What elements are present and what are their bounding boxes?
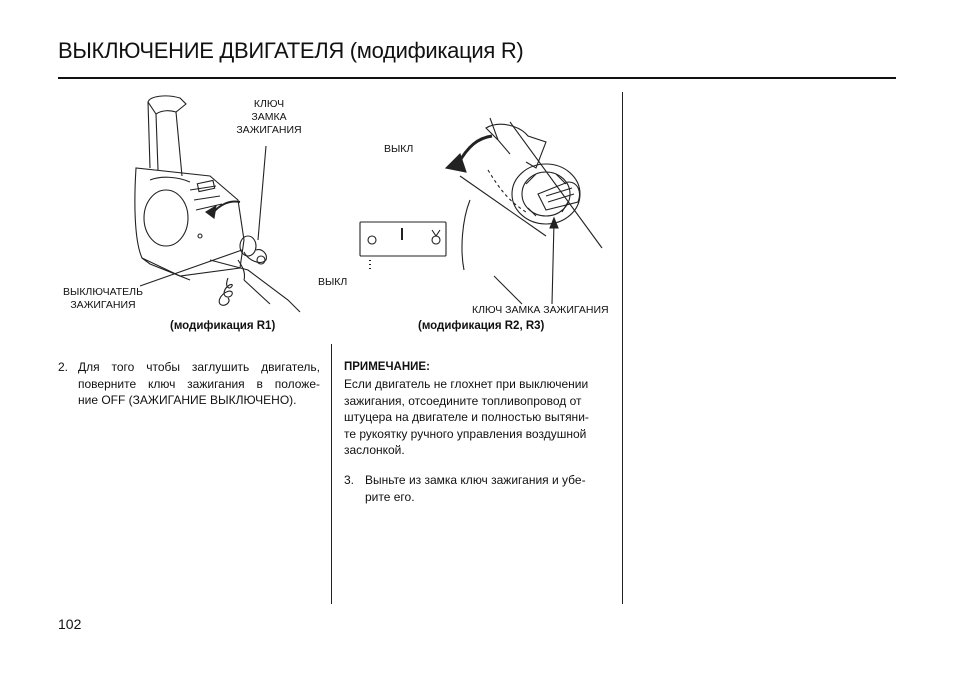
step-3-number: 3. [344, 473, 355, 487]
column-divider-left [331, 344, 332, 604]
note-line: штуцера на двигателе и полностью вытяни- [344, 410, 589, 424]
note-line: заслонкой. [344, 443, 405, 457]
label-ignition-key-r2: КЛЮЧ ЗАМКА ЗАЖИГАНИЯ [472, 304, 609, 316]
step-3 [344, 472, 614, 505]
title-divider [58, 77, 896, 79]
column-divider-right [622, 92, 623, 604]
step-3-line: рите его. [365, 489, 415, 504]
step-3-line: Выньте из замка ключ зажигания и убе- [365, 473, 586, 487]
label-off-bottom: ВЫКЛ [318, 276, 348, 288]
step-2-line: поверните ключ зажигания в положе- [78, 376, 320, 391]
label-ignition-key-r1: КЛЮЧ ЗАМКА ЗАЖИГАНИЯ [236, 98, 302, 136]
caption-r1: (модификация R1) [170, 320, 276, 332]
page-number: 102 [58, 616, 82, 632]
note-line: те рукоятку ручного управления воздушной [344, 426, 587, 441]
note-line: Если двигатель не глохнет при выключении [344, 377, 589, 391]
label-off-top: ВЫКЛ [384, 143, 414, 155]
label-ignition-switch: ВЫКЛЮЧАТЕЛЬ ЗАЖИГАНИЯ [63, 286, 143, 311]
caption-r2-r3: (модификация R2, R3) [418, 320, 545, 332]
step-2-number: 2. [58, 360, 69, 374]
note-heading: ПРИМЕЧАНИЕ: [344, 361, 430, 373]
step-2 [58, 359, 320, 409]
note-body [344, 376, 614, 459]
page-title: ВЫКЛЮЧЕНИЕ ДВИГАТЕЛЯ (модификация R) [58, 38, 524, 63]
note-line: зажигания, отсоедините топливопровод от [344, 393, 582, 408]
step-2-line: ние OFF (ЗАЖИГАНИЕ ВЫКЛЮЧЕНО). [78, 393, 297, 407]
step-2-line: Для того чтобы заглушить двигатель, [78, 360, 320, 374]
